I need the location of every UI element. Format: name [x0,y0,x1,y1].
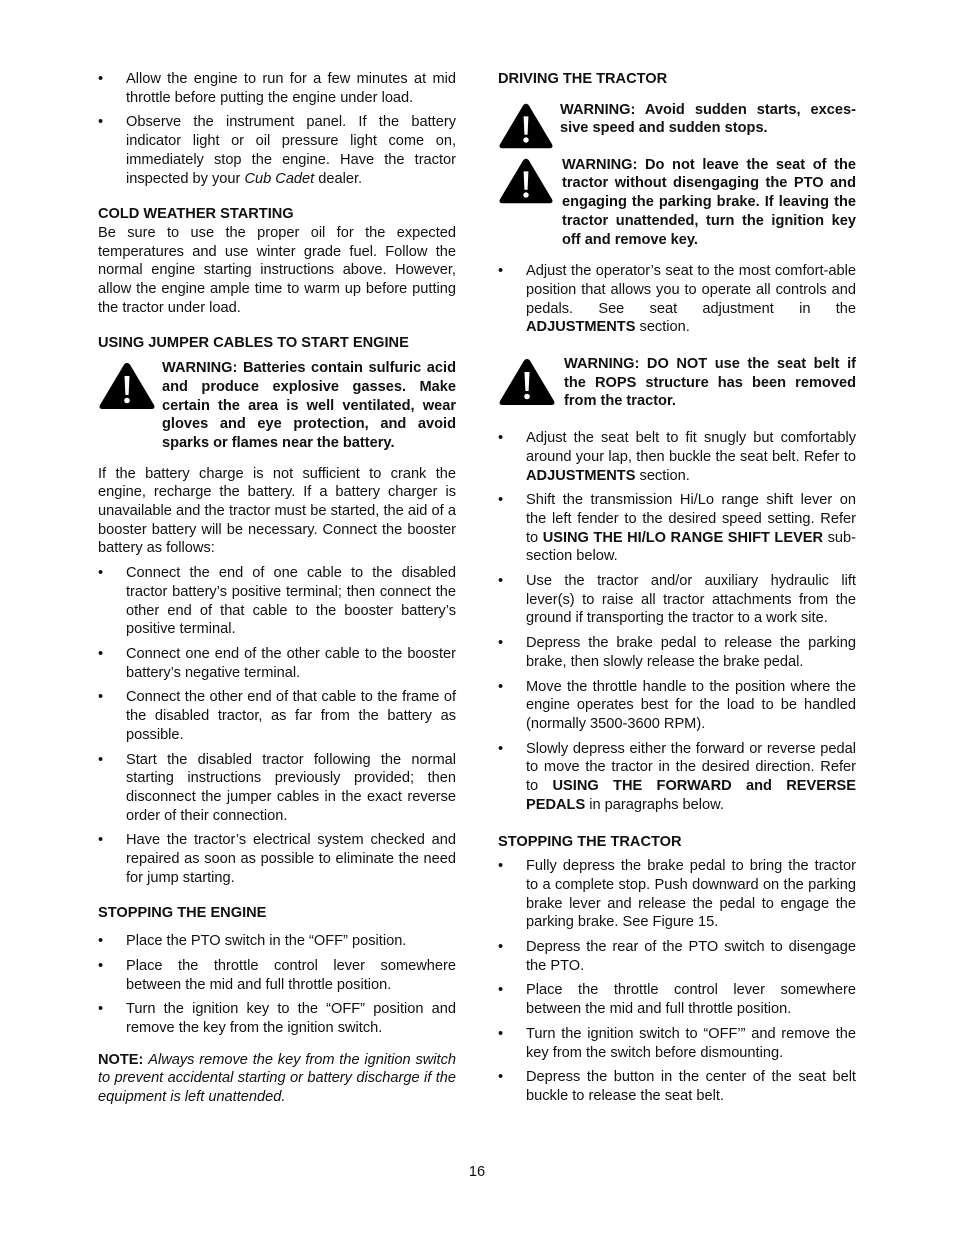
bullet: • [98,689,104,706]
bullet: • [98,71,104,87]
warning-triangle-icon [498,156,554,206]
cold-weather-text: Be sure to use the proper oil for the expected temperatures and use winter grade fuel. Follow the normal engine starting instructions above. However, allow the engine ample time to warm up before putting the tractor under load. [98,224,456,316]
brand-name: Cub Cadet [244,170,315,187]
bullet: • [498,263,504,280]
bullet: • [498,858,504,875]
bullet: • [98,645,104,662]
speed-warning [498,101,856,151]
seat-warning [498,156,856,250]
list-item: • Place the PTO switch in the “OFF” position. [98,933,407,950]
battery-warning-text: WARNING: Batteries contain sulfuric acid and produce explosive gasses. Make certain the area is well ventilated, wear gloves and eye protection, and avoid sparks or flames near the battery. [162,360,456,451]
list-item: • Adjust the operator’s seat to the most comfort-able position that allows you to operate all controls and pedals. See seat adjustment in the ADJUSTMENTS section. [498,263,856,336]
seat-list [498,262,856,337]
note-paragraph [98,1051,456,1107]
bullet: • [98,751,104,768]
bullet: • [498,635,504,652]
bullet: • [498,982,504,999]
bullet: • [98,1001,104,1018]
list-item: • Start the disabled tractor following the normal starting instructions previously provided; then disconnect the jumper cables in the exact reverse order of their connection. [98,751,456,824]
list-item: • Place the throttle control lever somewhere between the mid and full throttle position. [98,957,456,993]
jumper-list [98,564,456,887]
list-item: • Move the throttle handle to the position where the engine operates best for the load to be handled (normally 3500-3600 RPM). [498,678,856,732]
warning-triangle-icon [98,361,156,411]
warning-triangle-icon [498,101,554,151]
bullet: • [498,430,504,447]
right-column [498,70,856,1106]
stop-tractor-list [498,857,856,1105]
bullet: • [98,957,104,974]
list-item: • Adjust the seat belt to fit snugly but comfortably around your lap, then buckle the seat belt. Refer to ADJUSTMENTS section. [498,430,856,484]
list-item: • Use the tractor and/or auxiliary hydraulic lift lever(s) to raise all tractor attachments from the ground if transporting the tractor to a work site. [498,573,856,627]
list-item: • Have the tractor’s electrical system checked and repaired as soon as possible to eliminate the need for jump starting. [98,832,456,886]
battery-warning [98,359,456,453]
section-heading-stopping-tractor: STOPPING THE TRACTOR [498,833,682,850]
rops-warning-text: WARNING: DO NOT use the seat belt if the ROPS structure has been removed from the tractor. [564,356,856,410]
list-item: • Depress the rear of the PTO switch to disengage the PTO. [498,939,856,974]
note-label: NOTE: [98,1051,144,1068]
bullet: • [498,492,504,509]
list-item: • Depress the brake pedal to release the parking brake, then slowly release the brake pedal. [498,635,856,670]
bullet: • [498,740,504,757]
seat-warning-text: WARNING: Do not leave the seat of the tractor without disengaging the PTO and engaging the parking brake. If leaving the tractor unattended, turn the ignition key off and remove key. [562,156,856,248]
note-text: Always remove the key from the ignition switch to prevent accidental starting or battery discharge if the equipment is left unattended. [98,1051,456,1106]
list-item: • Depress the button in the center of the seat belt buckle to release the seat belt. [498,1069,856,1104]
list-item: • Shift the transmission Hi/Lo range shift lever on the left fender to the desired speed setting. Refer to USING THE HI/LO RANGE SHIFT LEVER sub-section below. [498,492,856,565]
list-item: • Connect the other end of that cable to the frame of the disabled tractor, as far from the battery as possible. [98,689,456,743]
bullet: • [98,832,104,849]
driving-list [498,429,856,814]
speed-warning-text: WARNING: Avoid sudden starts, exces-sive speed and sudden stops. [560,101,856,137]
list-item: • Place the throttle control lever somewhere between the mid and full throttle position. [498,982,856,1018]
bullet: • [98,565,104,582]
left-column [98,70,456,1107]
bullet: • [498,939,504,956]
rops-warning [498,355,856,411]
list-item: • Slowly depress either the forward or reverse pedal to move the tractor in the desired direction. Refer to USING THE FORWARD and REVERSE PEDALS in paragraphs below. [498,740,856,813]
stop-engine-list [98,932,456,1038]
list-item: • Connect the end of one cable to the disabled tractor battery’s positive terminal; then connect the other end of that cable to the booster battery’s positive terminal. [98,565,456,638]
list-item: • Connect one end of the other cable to the booster battery’s negative terminal. [98,645,456,681]
bullet: • [498,1025,504,1042]
section-heading-jumper-cables: USING JUMPER CABLES TO START ENGINE [98,335,409,352]
section-heading-stopping-engine: STOPPING THE ENGINE [98,905,267,922]
list-item: • Observe the instrument panel. If the battery indicator light or oil pressure light come on, immediately stop the engine. Have the tractor inspected by your Cub Cadet dealer. [98,114,456,187]
list-item: • Turn the ignition key to the “OFF” position and remove the key from the ignition switch. [98,1001,456,1036]
list-item: • Allow the engine to run for a few minutes at mid throttle before putting the engine under load. [98,71,456,106]
list-item: • Fully depress the brake pedal to bring the tractor to a complete stop. Push downward on the parking brake lever and release the pedal to engage the parking brake. See Figure 15. [498,858,856,931]
section-heading-driving: DRIVING THE TRACTOR [498,71,668,87]
bullet: • [498,1069,504,1086]
section-heading-cold-weather: COLD WEATHER STARTING [98,206,294,223]
bullet: • [498,678,504,695]
page-number: 16 [468,1164,486,1180]
bullet: • [98,114,104,131]
bullet: • [498,573,504,590]
jumper-intro-text: If the battery charge is not sufficient to crank the engine, recharge the battery. If a battery charger is unavailable and the tractor must be started, the aid of a booster battery will be necessary. Connect the booster battery as follows: [98,465,456,557]
intro-list [98,70,456,188]
list-item: • Turn the ignition switch to “OFF’” and remove the key from the switch before dismounting. [498,1025,856,1061]
warning-triangle-icon [498,357,556,407]
bullet: • [98,933,104,950]
